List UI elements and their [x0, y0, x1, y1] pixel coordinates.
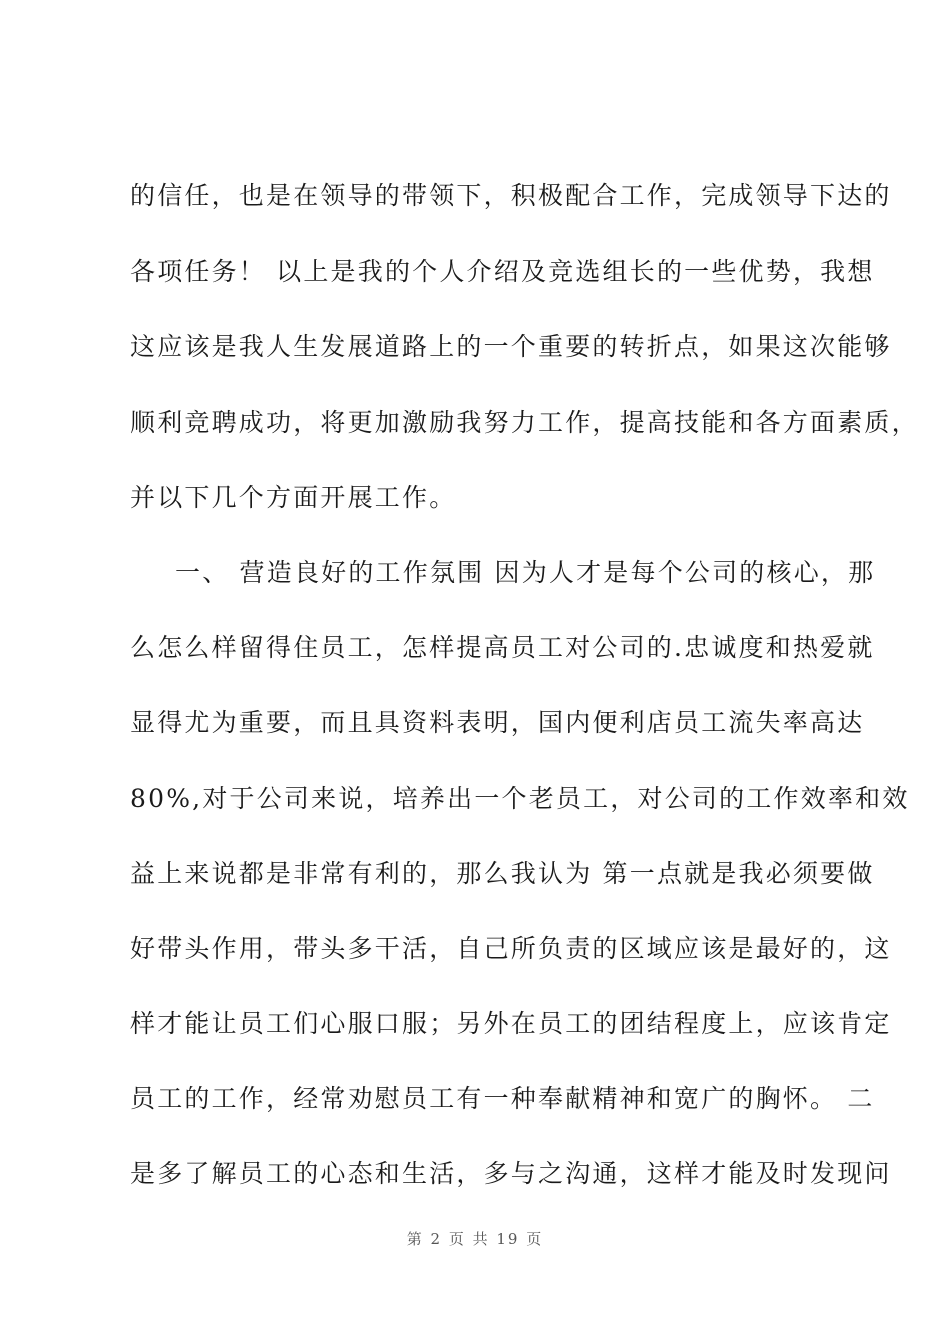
- text-line: 好带头作用，带头多干活，自己所负责的区域应该是最好的，这: [130, 934, 892, 963]
- text-line: 员工的工作，经常劝慰员工有一种奉献精神和宽广的胸怀。 二: [130, 1084, 875, 1113]
- text-line: 的信任，也是在领导的带领下，积极配合工作，完成领导下达的: [130, 181, 892, 210]
- text-line: 益上来说都是非常有利的，那么我认为 第一点就是我必须要做: [130, 859, 875, 888]
- text-line: 一、 营造良好的工作氛围 因为人才是每个公司的核心，那: [175, 558, 876, 587]
- text-line: 各项任务！ 以上是我的个人介绍及竞选组长的一些优势，我想: [130, 257, 875, 286]
- page-number-footer: 第 2 页 共 19 页: [406, 1230, 544, 1248]
- text-line: 这应该是我人生发展道路上的一个重要的转折点，如果这次能够: [130, 332, 892, 361]
- text-line: 顺利竞聘成功，将更加激励我努力工作，提高技能和各方面素质，: [130, 408, 919, 437]
- text-line: 是多了解员工的心态和生活，多与之沟通，这样才能及时发现问: [130, 1159, 892, 1188]
- text-line: 么怎么样留得住员工，怎样提高员工对公司的.忠诚度和热爱就: [130, 633, 875, 662]
- text-line: 80%,对于公司来说，培养出一个老员工，对公司的工作效率和效: [130, 784, 910, 813]
- text-line: 样才能让员工们心服口服；另外在员工的团结程度上，应该肯定: [130, 1009, 892, 1038]
- text-line: 并以下几个方面开展工作。: [130, 483, 457, 512]
- text-line: 显得尤为重要，而且具资料表明，国内便利店员工流失率高达: [130, 708, 865, 737]
